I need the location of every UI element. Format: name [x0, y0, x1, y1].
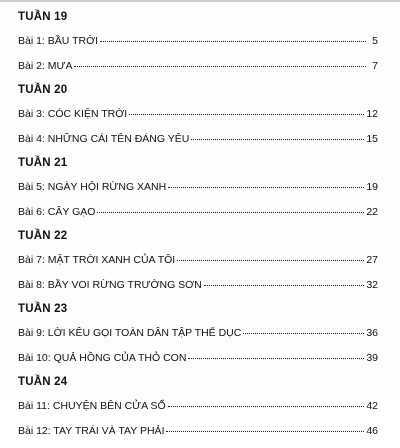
page-number: 32 [366, 279, 378, 291]
lesson-title: Bài 7: MẶT TRỜI XANH CỦA TÔI [18, 254, 176, 266]
lesson-title: Bài 6: CÂY GẠO [18, 206, 96, 218]
lesson-title: Bài 3: CÓC KIỆN TRỜI [18, 108, 128, 120]
page-number: 19 [366, 181, 378, 193]
week-section [18, 302, 378, 365]
page-number: 27 [366, 254, 378, 266]
toc-entry[interactable] [18, 35, 378, 48]
lesson-title: Bài 4: NHỮNG CÁI TÊN ĐÁNG YÊU [18, 133, 190, 145]
toc-entry[interactable] [18, 327, 378, 340]
page-top-edge [0, 0, 400, 2]
week-heading: TUẦN 24 [18, 376, 68, 388]
toc-entry[interactable] [18, 133, 378, 146]
page-number: 15 [366, 133, 378, 145]
dot-leader [129, 114, 364, 115]
week-heading: TUẦN 22 [18, 230, 68, 242]
week-section [18, 375, 378, 438]
dot-leader [100, 41, 366, 42]
lesson-title: Bài 9: LỜI KÊU GỌI TOÀN DÂN TẬP THỂ DỤC [18, 327, 242, 339]
toc-entry[interactable] [18, 352, 378, 365]
page-number: 39 [366, 352, 378, 364]
page-number: 12 [366, 108, 378, 120]
week-heading: TUẦN 21 [18, 157, 68, 169]
dot-leader [168, 187, 364, 188]
week-heading: TUẦN 20 [18, 84, 68, 96]
toc-entry[interactable] [18, 400, 378, 413]
week-section [18, 229, 378, 292]
lesson-title: Bài 10: QUẢ HỒNG CỦA THỎ CON [18, 352, 187, 364]
lesson-title: Bài 5: NGÀY HỘI RỪNG XANH [18, 181, 167, 193]
dot-leader [74, 66, 366, 67]
toc-entry[interactable] [18, 181, 378, 194]
toc-entry[interactable] [18, 108, 378, 121]
lesson-title: Bài 8: BẦY VOI RỪNG TRƯỜNG SƠN [18, 279, 202, 291]
week-heading: TUẦN 23 [18, 303, 68, 315]
week-heading: TUẦN 19 [18, 11, 68, 23]
dot-leader [191, 139, 364, 140]
page-number: 36 [366, 327, 378, 339]
table-of-contents [18, 10, 378, 448]
toc-entry[interactable] [18, 425, 378, 438]
page-number: 5 [372, 35, 378, 47]
toc-entry[interactable] [18, 279, 378, 292]
week-section [18, 83, 378, 146]
lesson-title: Bài 1: BẦU TRỜI [18, 35, 99, 47]
dot-leader [97, 212, 364, 213]
week-section [18, 10, 378, 73]
dot-leader [168, 406, 365, 407]
lesson-title: Bài 2: MƯA [18, 60, 73, 72]
dot-leader [188, 358, 364, 359]
toc-entry[interactable] [18, 206, 378, 219]
dot-leader [166, 431, 364, 432]
page-number: 46 [366, 425, 378, 437]
dot-leader [177, 260, 364, 261]
dot-leader [243, 333, 364, 334]
page-number: 42 [366, 400, 378, 412]
dot-leader [204, 285, 365, 286]
page-number: 7 [372, 60, 378, 72]
lesson-title: Bài 11: CHUYỆN BÊN CỬA SỔ [18, 400, 166, 412]
page-number: 22 [366, 206, 378, 218]
week-section [18, 156, 378, 219]
toc-entry[interactable] [18, 254, 378, 267]
toc-entry[interactable] [18, 60, 378, 73]
lesson-title: Bài 12: TAY TRÁI VÀ TAY PHẢI [18, 425, 165, 437]
